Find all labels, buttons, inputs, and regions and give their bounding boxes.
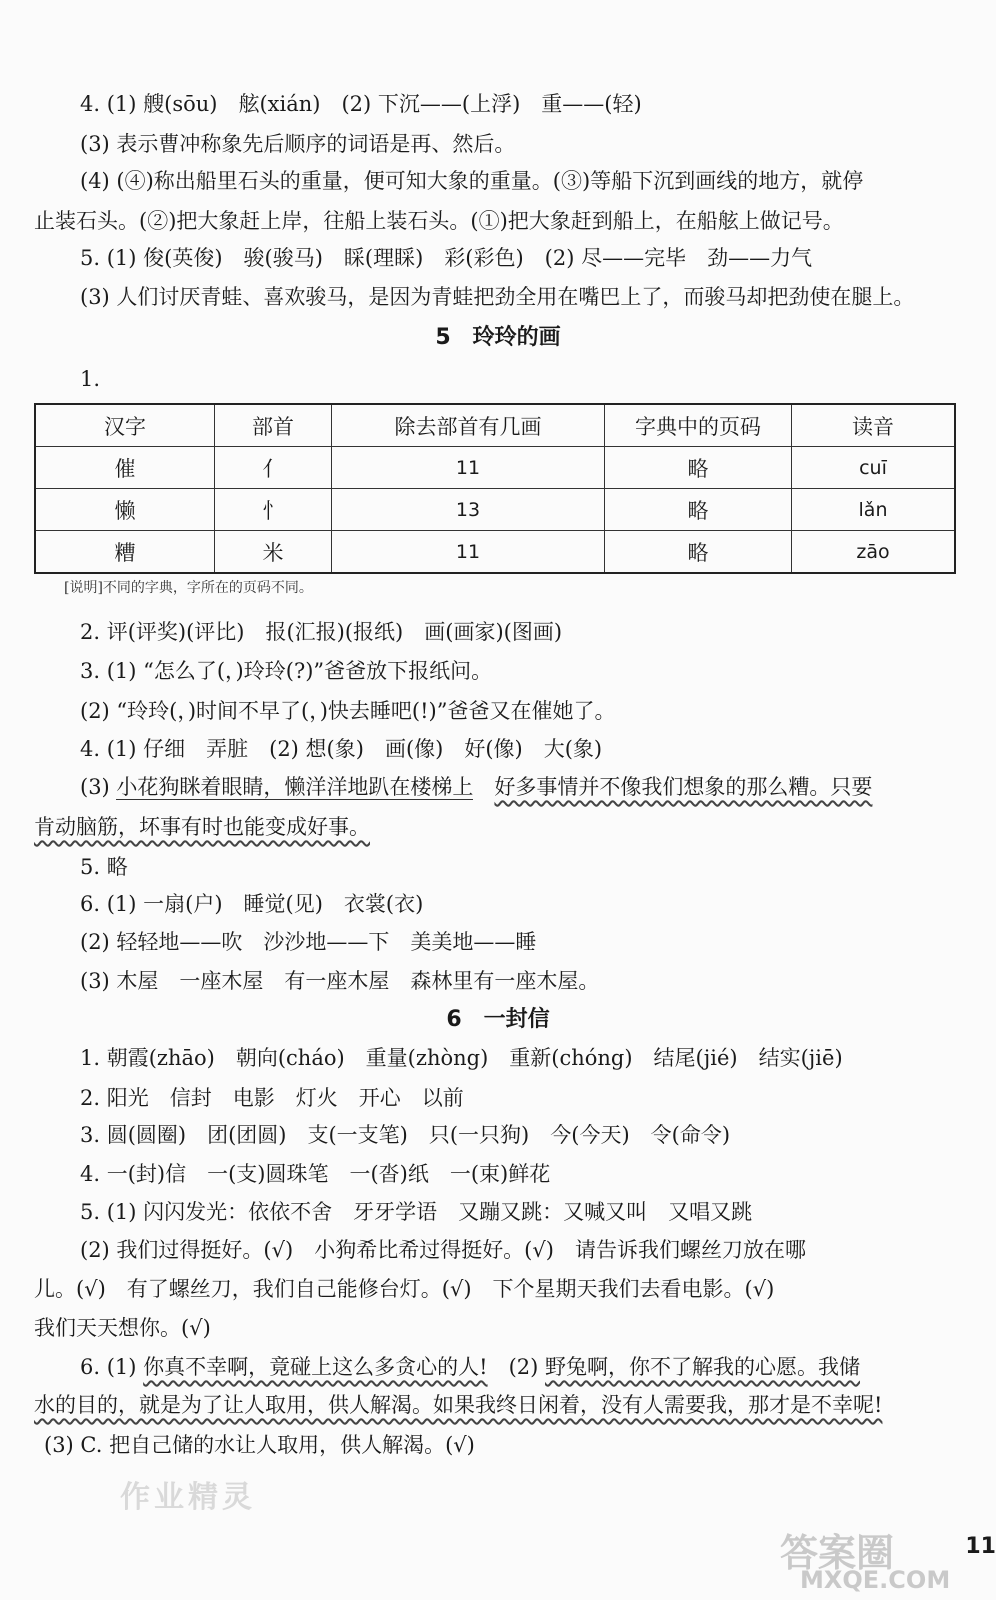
answer-line: 1. 朝霞(zhāo) 朝向(cháo) 重量(zhòng) 重新(chóng) 结尾(jié) 结实(jiē) xyxy=(80,1046,843,1070)
table-cell: zāo xyxy=(792,531,956,574)
answer-line xyxy=(34,1391,956,1419)
table-cell: 略 xyxy=(605,447,792,489)
answer-line: (2) 我们过得挺好。(√) 小狗希比希过得挺好。(√) 请告诉我们螺丝刀放在哪 xyxy=(80,1238,806,1262)
answer-line: 5. (1) 俊(英俊) 骏(骏马) 睬(理睬) 彩(彩色) (2) 尽——完毕 劲——力气 xyxy=(80,246,813,270)
table-row xyxy=(35,489,955,531)
table-cell: 忄 xyxy=(215,489,332,531)
answer-line: 3. (1) “怎么了(，)玲玲(?)”爸爸放下报纸问。 xyxy=(80,659,493,683)
answer-line: 儿。(√) 有了螺丝刀，我们自己能修台灯。(√) 下个星期天我们去看电影。(√) xyxy=(34,1277,775,1301)
table-note: [说明]不同的字典，字所在的页码不同。 xyxy=(64,580,313,596)
watermark-logo: 答案圈 xyxy=(780,1531,895,1575)
answer-line: (3) 木屋 一座木屋 有一座木屋 森林里有一座木屋。 xyxy=(80,969,600,993)
answer-line: 止装石头。(②)把大象赶上岸，往船上装石头。(①)把大象赶到船上，在船舷上做记号。 xyxy=(34,209,844,233)
underlined-answer: 小花狗眯着眼睛，懒洋洋地趴在楼梯上 xyxy=(116,775,474,799)
wavy-underlined-answer: 野兔啊，你不了解我的心愿。我储 xyxy=(545,1355,860,1379)
table-cell: 米 xyxy=(215,531,332,574)
character-table xyxy=(34,403,956,574)
answer-line: 2. 阳光 信封 电影 灯火 开心 以前 xyxy=(80,1086,464,1110)
table-header: 汉字 xyxy=(35,404,215,447)
table-cell: 催 xyxy=(35,447,215,489)
answer-line: (3) 表示曹冲称象先后顺序的词语是再、然后。 xyxy=(80,132,516,156)
question-number: 1. xyxy=(80,367,101,391)
table-cell: 略 xyxy=(605,489,792,531)
table-cell: 11 xyxy=(332,531,605,574)
answer-text: (3) xyxy=(80,775,117,799)
answer-line: (3) C. 把自己储的水让人取用，供人解渴。(√) xyxy=(44,1433,475,1457)
watermark-url: MXQE.COM xyxy=(800,1566,951,1594)
answer-line: 我们天天想你。(√) xyxy=(34,1316,211,1340)
table-cell: 糟 xyxy=(35,531,215,574)
answer-text: 6. (1) xyxy=(80,1355,144,1379)
table-cell: 懒 xyxy=(35,489,215,531)
table-row xyxy=(35,447,955,489)
answer-line: 5. 略 xyxy=(80,855,128,879)
answer-line: 2. 评(评奖)(评比) 报(汇报)(报纸) 画(画家)(图画) xyxy=(80,620,563,644)
table-header: 除去部首有几画 xyxy=(332,404,605,447)
table-cell: 亻 xyxy=(215,447,332,489)
table-header: 读音 xyxy=(792,404,956,447)
wavy-underlined-answer: 肯动脑筋，坏事有时也能变成好事。 xyxy=(34,815,370,839)
table-cell: lǎn xyxy=(792,489,956,531)
wavy-underlined-answer: 好多事情并不像我们想象的那么糟。只要 xyxy=(494,775,873,799)
wavy-underlined-answer: 水的目的，就是为了让人取用，供人解渴。如果我终日闲着，没有人需要我，那才是不幸呢! xyxy=(34,1393,883,1417)
answer-line: 4. (1) 仔细 弄脏 (2) 想(象) 画(像) 好(像) 大(象) xyxy=(80,737,603,761)
answer-line: 6. (1) 一扇(户) 睡觉(见) 衣裳(衣) xyxy=(80,892,424,916)
page-number: 11 xyxy=(965,1534,996,1559)
watermark-text: 作业精灵 xyxy=(120,1480,256,1515)
wavy-underlined-answer: 你真不幸啊，竟碰上这么多贪心的人! xyxy=(143,1355,488,1379)
section-title: 5 玲玲的画 xyxy=(435,325,561,350)
table-cell: 略 xyxy=(605,531,792,574)
table-row xyxy=(35,531,955,574)
answer-line: (2) 轻轻地——吹 沙沙地——下 美美地——睡 xyxy=(80,930,537,954)
table-header-row xyxy=(35,404,955,447)
answer-line: 3. 圆(圆圈) 团(团圆) 支(一支笔) 只(一只狗) 今(今天) 令(命令) xyxy=(80,1123,731,1147)
answer-line: (2) “玲玲(，)时间不早了(，)快去睡吧(!)”爸爸又在催她了。 xyxy=(80,699,616,723)
table-header: 部首 xyxy=(215,404,332,447)
answer-line: (3) 人们讨厌青蛙、喜欢骏马，是因为青蛙把劲全用在嘴巴上了，而骏马却把劲使在腿上。 xyxy=(80,285,915,309)
answer-line: 4. 一(封)信 一(支)圆珠笔 一(沓)纸 一(束)鲜花 xyxy=(80,1162,551,1186)
answer-line: 5. (1) 闪闪发光：依依不舍 牙牙学语 又蹦又跳：又喊又叫 又唱又跳 xyxy=(80,1200,753,1224)
table-cell: 11 xyxy=(332,447,605,489)
answer-line xyxy=(34,813,956,841)
section-title: 6 一封信 xyxy=(446,1007,550,1032)
table-header: 字典中的页码 xyxy=(605,404,792,447)
answer-line xyxy=(80,1353,956,1381)
answer-text: (2) xyxy=(487,1355,545,1379)
table-cell: cuī xyxy=(792,447,956,489)
table-cell: 13 xyxy=(332,489,605,531)
answer-line xyxy=(80,773,956,801)
answer-line: 4. (1) 艘(sōu) 舷(xián) (2) 下沉——(上浮) 重——(轻) xyxy=(80,92,642,116)
answer-line: (4) (④)称出船里石头的重量，便可知大象的重量。(③)等船下沉到画线的地方，就停 xyxy=(80,169,864,193)
